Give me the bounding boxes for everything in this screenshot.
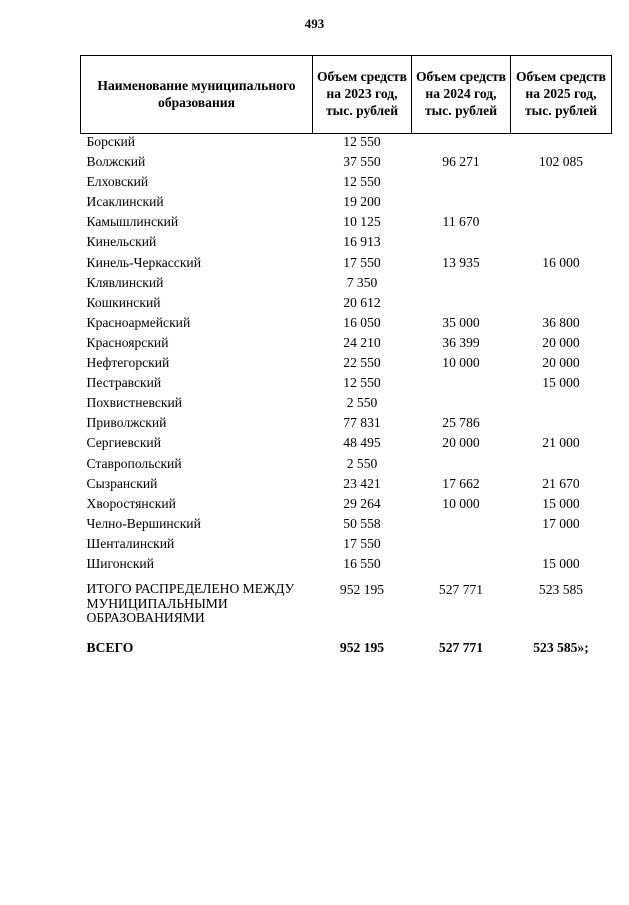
municipality-cell: Красноармейский <box>86 314 191 330</box>
total-2025: 523 585 <box>538 582 584 598</box>
table-row <box>81 395 612 415</box>
value-2024-cell: 20 000 <box>442 435 480 451</box>
value-2023-cell: 77 831 <box>343 415 381 431</box>
table-row <box>81 476 612 496</box>
value-2025-cell <box>511 174 612 194</box>
value-2025-cell: 20 000 <box>542 334 580 350</box>
table-row <box>81 456 612 476</box>
value-2023-cell: 16 913 <box>343 234 381 250</box>
value-2024-cell <box>412 516 511 536</box>
table-row <box>81 134 612 155</box>
table-row <box>81 315 612 335</box>
total-distributed-row <box>81 576 612 634</box>
value-2023-cell: 24 210 <box>343 334 381 350</box>
grand-total-row <box>81 634 612 660</box>
value-2023-cell: 17 550 <box>343 254 381 270</box>
table-row <box>81 375 612 395</box>
value-2024-cell <box>412 234 511 254</box>
value-2023-cell: 2 550 <box>346 395 378 411</box>
table-row <box>81 295 612 315</box>
value-2025-cell: 17 000 <box>542 515 580 531</box>
page-number: 493 <box>304 16 325 31</box>
grand-total-2024: 527 771 <box>438 640 484 656</box>
value-2023-cell: 23 421 <box>343 475 381 491</box>
value-2025-cell: 15 000 <box>542 555 580 571</box>
total-2024: 527 771 <box>438 582 484 598</box>
value-2024-cell <box>412 275 511 295</box>
value-2024-cell <box>412 134 511 155</box>
value-2024-cell <box>412 174 511 194</box>
municipality-cell: Исаклинский <box>86 194 164 210</box>
value-2024-cell <box>412 295 511 315</box>
value-2025-cell: 21 000 <box>542 435 580 451</box>
municipality-cell: Камышлинский <box>86 214 179 230</box>
municipality-cell: Нефтегорский <box>86 355 170 371</box>
municipality-cell: Красноярский <box>86 334 169 350</box>
value-2024-cell <box>412 395 511 415</box>
value-2024-cell: 35 000 <box>442 314 480 330</box>
municipality-cell: Кошкинский <box>86 294 161 310</box>
grand-total-2025: 523 585»; <box>533 640 589 656</box>
value-2024-cell: 96 271 <box>442 154 480 170</box>
value-2023-cell: 12 550 <box>343 174 381 190</box>
value-2023-cell: 17 550 <box>343 535 381 551</box>
total-label: ИТОГО РАСПРЕДЕЛЕНО МЕЖДУ МУНИЦИПАЛЬНЫМИ ОБРАЗОВАНИЯМИ <box>86 581 295 626</box>
value-2025-cell <box>511 234 612 254</box>
value-2025-cell <box>511 214 612 234</box>
municipality-cell: Ставропольский <box>86 455 182 471</box>
value-2025-cell <box>511 134 612 155</box>
value-2025-cell: 21 670 <box>542 475 580 491</box>
header-municipality: Наименование муниципального образования <box>81 56 313 134</box>
table-row <box>81 435 612 455</box>
table-row <box>81 275 612 295</box>
value-2024-cell: 25 786 <box>442 415 480 431</box>
table-row <box>81 556 612 576</box>
municipality-cell: Челно-Вершинский <box>86 515 201 531</box>
value-2025-cell: 20 000 <box>542 355 580 371</box>
value-2023-cell: 12 550 <box>343 134 381 149</box>
municipality-cell: Приволжский <box>86 415 167 431</box>
municipality-cell: Хворостянский <box>86 495 176 511</box>
value-2025-cell <box>511 415 612 435</box>
value-2023-cell: 50 558 <box>343 515 381 531</box>
municipality-cell: Волжский <box>86 154 146 170</box>
value-2024-cell <box>412 375 511 395</box>
value-2024-cell <box>412 556 511 576</box>
municipality-cell: Борский <box>86 134 136 149</box>
value-2025-cell: 16 000 <box>542 254 580 270</box>
value-2025-cell: 15 000 <box>542 495 580 511</box>
table-row <box>81 415 612 435</box>
value-2023-cell: 7 350 <box>346 274 378 290</box>
value-2023-cell: 29 264 <box>343 495 381 511</box>
value-2025-cell: 102 085 <box>538 154 584 170</box>
municipality-cell: Сергиевский <box>86 435 161 451</box>
header-2023: Объем средств на 2023 год, тыс. рублей <box>313 56 412 134</box>
value-2023-cell: 2 550 <box>346 455 378 471</box>
value-2023-cell: 10 125 <box>343 214 381 230</box>
value-2024-cell: 17 662 <box>442 475 480 491</box>
value-2025-cell <box>511 456 612 476</box>
table-row <box>81 255 612 275</box>
municipal-funds-table <box>80 55 612 660</box>
table-row <box>81 335 612 355</box>
header-2024: Объем средств на 2024 год, тыс. рублей <box>412 56 511 134</box>
grand-total-label: ВСЕГО <box>86 640 134 656</box>
municipality-cell: Сызранский <box>86 475 158 491</box>
total-2023: 952 195 <box>339 582 385 598</box>
value-2025-cell: 15 000 <box>542 375 580 391</box>
municipality-cell: Клявлинский <box>86 274 164 290</box>
table-row <box>81 496 612 516</box>
value-2023-cell: 12 550 <box>343 375 381 391</box>
value-2023-cell: 16 050 <box>343 314 381 330</box>
value-2024-cell: 13 935 <box>442 254 480 270</box>
table-header-row <box>81 56 612 134</box>
value-2025-cell: 36 800 <box>542 314 580 330</box>
value-2025-cell <box>511 275 612 295</box>
value-2025-cell <box>511 295 612 315</box>
municipality-cell: Пестравский <box>86 375 162 391</box>
value-2024-cell: 36 399 <box>442 334 480 350</box>
table-row <box>81 194 612 214</box>
table-row <box>81 234 612 254</box>
value-2025-cell <box>511 395 612 415</box>
table-row <box>81 214 612 234</box>
value-2025-cell <box>511 536 612 556</box>
municipality-cell: Шигонский <box>86 555 154 571</box>
value-2023-cell: 22 550 <box>343 355 381 371</box>
value-2023-cell: 19 200 <box>343 194 381 210</box>
value-2023-cell: 16 550 <box>343 555 381 571</box>
value-2024-cell <box>412 456 511 476</box>
table-row <box>81 355 612 375</box>
municipality-cell: Похвистневский <box>86 395 183 411</box>
table-row <box>81 516 612 536</box>
table-row <box>81 174 612 194</box>
value-2025-cell <box>511 194 612 214</box>
grand-total-2023: 952 195 <box>339 640 385 656</box>
value-2023-cell: 20 612 <box>343 294 381 310</box>
municipality-cell: Елховский <box>86 174 149 190</box>
value-2023-cell: 48 495 <box>343 435 381 451</box>
municipality-cell: Кинельский <box>86 234 157 250</box>
value-2024-cell <box>412 536 511 556</box>
value-2024-cell <box>412 194 511 214</box>
header-2025: Объем средств на 2025 год, тыс. рублей <box>511 56 612 134</box>
municipality-cell: Кинель-Черкасский <box>86 254 201 270</box>
value-2024-cell: 11 670 <box>442 214 480 230</box>
municipality-cell: Шенталинский <box>86 535 175 551</box>
table-row <box>81 536 612 556</box>
value-2024-cell: 10 000 <box>442 355 480 371</box>
table-row <box>81 154 612 174</box>
value-2023-cell: 37 550 <box>343 154 381 170</box>
value-2024-cell: 10 000 <box>442 495 480 511</box>
